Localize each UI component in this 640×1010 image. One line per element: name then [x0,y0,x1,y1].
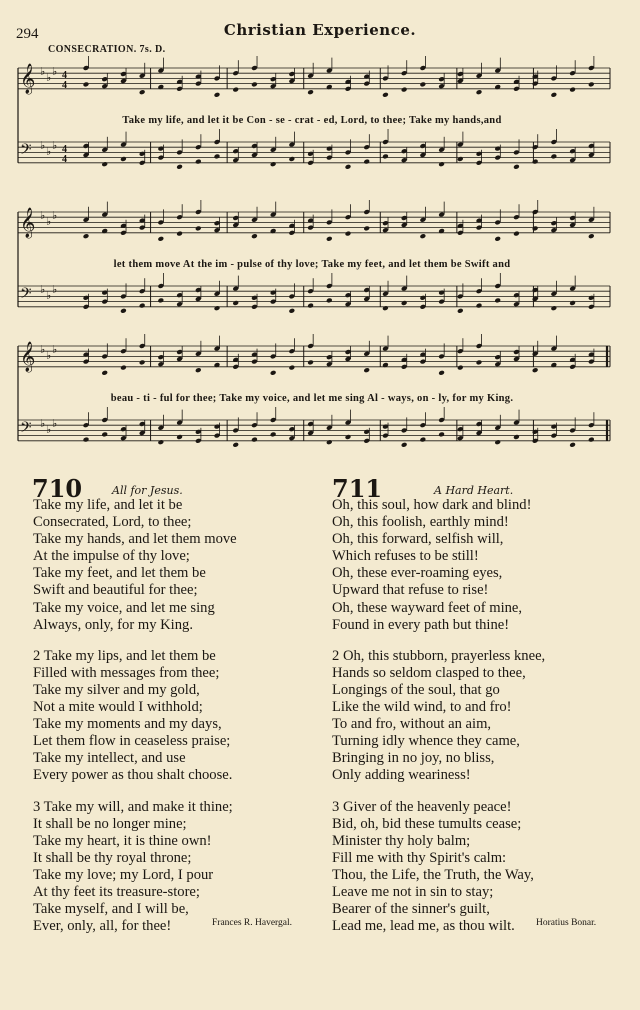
verse-line: Take my silver and my gold, [33,681,200,698]
svg-text:𝄞: 𝄞 [20,342,36,372]
page-number: 294 [16,26,39,42]
svg-text:♭: ♭ [40,209,46,222]
verse-line: At the impulse of thy love; [33,548,190,565]
verse-line: Only adding weariness! [332,767,471,784]
verse-line: Take my heart, it is thine own! [33,832,212,849]
svg-text:♭: ♭ [52,283,58,296]
verse-line: 3 Giver of the heavenly peace! [332,798,512,815]
tune-label: CONSECRATION. 7s. D. [48,44,166,55]
running-head: Christian Experience. [223,21,417,39]
lyric-line: Take my life, and let it be Con - se - crat - ed, Lord, to thee; Take my hands,and [122,115,502,126]
verse-line: Oh, these wayward feet of mine, [332,599,523,616]
svg-text:♭: ♭ [40,417,46,430]
hymn-author: Horatius Bonar. [536,918,597,928]
svg-text:4: 4 [62,154,67,165]
verse-line: It shall be no longer mine; [33,815,187,832]
verse-line: Oh, this forward, selfish will, [332,531,504,548]
svg-text:♭: ♭ [52,139,58,152]
stanza [33,799,323,936]
verse-line: Found in every path but thine! [332,616,510,633]
svg-text:4: 4 [62,144,67,155]
hymn-author: Frances R. Havergal. [212,918,293,928]
verse-line: Filled with messages from thee; [33,664,220,681]
verse-line: Lead me, lead me, as thou wilt. [332,918,515,935]
lyric-line: let them move At the im - pulse of thy love; Take my feet, and let them be Swift and [113,259,511,270]
music-system [12,334,612,462]
verse-line: Longings of the soul, that go [332,681,500,698]
svg-text:4: 4 [62,70,67,81]
svg-text:𝄞: 𝄞 [20,64,36,94]
stanza [33,497,323,634]
verse-line: Swift and beautiful for thee; [33,582,198,599]
lyric-line: beau - ti - ful for thee; Take my voice, and let me sing Al - ways, on - ly, for my King. [110,393,514,404]
verse-line: Let them flow in ceaseless praise; [33,733,231,750]
svg-text:♭: ♭ [40,283,46,296]
verse-line: Take my feet, and let them be [33,565,206,582]
svg-text:♭: ♭ [46,349,52,362]
hymn-text [33,497,323,949]
stanza [33,648,323,785]
svg-text:♭: ♭ [52,343,58,356]
hymn-number: 710 [32,474,83,503]
svg-text:𝄢: 𝄢 [20,419,32,440]
stanza [332,799,622,936]
verse-line: Leave me not in sin to stay; [332,883,494,900]
verse-line: Bearer of the sinner's guilt, [332,901,490,918]
verse-line: Oh, this soul, how dark and blind! [332,497,532,513]
verse-line: Which refuses to be still! [332,548,479,565]
verse-line: Take my life, and let it be [33,497,183,513]
verse-line: Turning idly whence they came, [332,733,520,750]
verse-line: Upward that refuse to rise! [332,582,489,599]
verse-line: Take my hands, and let them move [33,531,237,548]
verse-line: Every power as thou shalt choose. [33,767,233,784]
svg-text:♭: ♭ [40,343,46,356]
verse-line: Take my moments and my days, [33,716,222,733]
verse-line: Take my love; my Lord, I pour [33,866,214,883]
svg-text:𝄞: 𝄞 [20,208,36,238]
verse-line: Bringing in no joy, no bliss, [332,750,495,767]
svg-text:♭: ♭ [40,139,46,152]
music-system [12,56,612,184]
verse-line: Ever, only, all, for thee! [33,918,172,935]
verse-line: Consecrated, Lord, to thee; [33,514,192,531]
svg-text:♭: ♭ [46,145,52,158]
verse-line: Take my voice, and let me sing [33,599,215,616]
verse-line: Take myself, and I will be, [33,901,189,918]
verse-line: Oh, these ever-roaming eyes, [332,565,503,582]
verse-line: Always, only, for my King. [33,616,193,633]
verse-line: Minister thy holy balm; [332,832,471,849]
verse-line: Thou, the Life, the Truth, the Way, [332,866,534,883]
verse-line: Bid, oh, bid these tumults cease; [332,815,522,832]
hymn-text [332,497,622,949]
stanza [332,497,622,634]
verse-line: Like the wild wind, to and fro! [332,699,512,716]
verse-line: 2 Take my lips, and let them be [33,647,216,664]
hymn-number: 711 [332,474,383,503]
svg-text:♭: ♭ [52,209,58,222]
svg-text:𝄢: 𝄢 [20,141,32,162]
verse-line: Take my intellect, and use [33,750,186,767]
svg-text:♭: ♭ [46,289,52,302]
verse-line: Hands so seldom clasped to thee, [332,664,526,681]
svg-text:4: 4 [62,80,67,91]
svg-text:♭: ♭ [46,71,52,84]
svg-text:♭: ♭ [46,215,52,228]
verse-line: 3 Take my will, and make it thine; [33,798,233,815]
svg-text:♭: ♭ [52,417,58,430]
svg-text:♭: ♭ [46,423,52,436]
verse-line: 2 Oh, this stubborn, prayerless knee, [332,647,546,664]
music-system [12,200,612,328]
svg-text:𝄢: 𝄢 [20,285,32,306]
stanza [332,648,622,785]
verse-line: Oh, this foolish, earthly mind! [332,514,509,531]
hymn-title: A Hard Heart. [434,484,514,497]
verse-line: To and fro, without an aim, [332,716,492,733]
verse-line: Fill me with thy Spirit's calm: [332,849,507,866]
svg-text:♭: ♭ [52,65,58,78]
hymn-title: All for Jesus. [112,484,183,497]
verse-line: At thy feet its treasure-store; [33,883,200,900]
svg-text:♭: ♭ [40,65,46,78]
verse-line: It shall be thy royal throne; [33,849,192,866]
verse-line: Not a mite would I withhold; [33,699,203,716]
